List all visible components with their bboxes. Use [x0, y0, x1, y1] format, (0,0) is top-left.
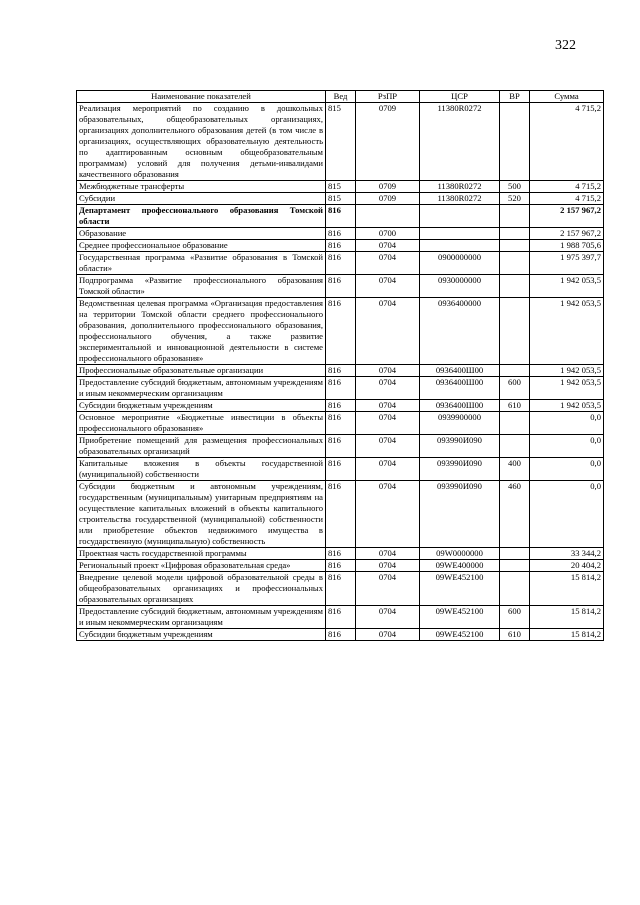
cell-vr: [500, 560, 530, 572]
cell-ved: 816: [326, 572, 356, 606]
cell-sum: 1 942 053,5: [530, 377, 604, 400]
cell-rzpr: 0709: [356, 193, 420, 205]
cell-vr: 500: [500, 181, 530, 193]
cell-rzpr: 0704: [356, 377, 420, 400]
table-row: [77, 481, 604, 548]
page-number: 322: [555, 38, 576, 53]
budget-table: [76, 90, 604, 641]
cell-ved: 816: [326, 275, 356, 298]
cell-vr: [500, 548, 530, 560]
cell-csr: 093990И090: [420, 435, 500, 458]
cell-name: Ведомственная целевая программа «Организация предоставления на территории Томской области среднего профессионального образования, дополнительного профессионального образования, профессионального обучения, а также развитие экспериментальной и инновационной деятельности в системе профессионального образования»: [77, 298, 326, 365]
cell-rzpr: [356, 205, 420, 228]
cell-name: Субсидии бюджетным учреждениям: [77, 400, 326, 412]
cell-sum: 2 157 967,2: [530, 205, 604, 228]
cell-sum: 1 975 397,7: [530, 252, 604, 275]
table-row: [77, 560, 604, 572]
cell-sum: 4 715,2: [530, 181, 604, 193]
cell-ved: 815: [326, 103, 356, 181]
cell-ved: 815: [326, 193, 356, 205]
cell-vr: 460: [500, 481, 530, 548]
table-row: [77, 103, 604, 181]
cell-csr: 09WE452100: [420, 606, 500, 629]
cell-vr: [500, 298, 530, 365]
cell-csr: 09W0000000: [420, 548, 500, 560]
cell-name: Приобретение помещений для размещения профессиональных образовательных организаций: [77, 435, 326, 458]
cell-sum: 4 715,2: [530, 193, 604, 205]
cell-sum: 1 942 053,5: [530, 298, 604, 365]
cell-ved: 816: [326, 240, 356, 252]
header-name: Наименование показателей: [77, 91, 326, 103]
cell-vr: 600: [500, 606, 530, 629]
cell-vr: 610: [500, 629, 530, 641]
cell-csr: 11380R0272: [420, 193, 500, 205]
cell-name: Проектная часть государственной программы: [77, 548, 326, 560]
cell-csr: 11380R0272: [420, 181, 500, 193]
cell-ved: 815: [326, 181, 356, 193]
cell-vr: [500, 240, 530, 252]
table-row: [77, 629, 604, 641]
cell-ved: 816: [326, 298, 356, 365]
header-sum: Сумма: [530, 91, 604, 103]
cell-csr: 0936400Ш00: [420, 400, 500, 412]
cell-sum: 15 814,2: [530, 572, 604, 606]
cell-csr: [420, 228, 500, 240]
cell-rzpr: 0704: [356, 252, 420, 275]
cell-ved: 816: [326, 606, 356, 629]
cell-ved: 816: [326, 481, 356, 548]
header-rzpr: РзПР: [356, 91, 420, 103]
cell-csr: [420, 240, 500, 252]
table-row: [77, 252, 604, 275]
cell-rzpr: 0704: [356, 400, 420, 412]
cell-sum: 0,0: [530, 435, 604, 458]
cell-name: Реализация мероприятий по созданию в дошкольных образовательных, общеобразовательных организациях, организациях дополнительного образования детей (в том числе в организациях, осуществляющих образовательную деятельность по адаптированным основным общеобразовательным программам) условий для получения детьми-инвалидами качественного образования: [77, 103, 326, 181]
cell-ved: 816: [326, 629, 356, 641]
cell-sum: 15 814,2: [530, 629, 604, 641]
cell-vr: [500, 275, 530, 298]
cell-name: Предоставление субсидий бюджетным, автономным учреждениям и иным некоммерческим организациям: [77, 606, 326, 629]
cell-ved: 816: [326, 435, 356, 458]
table-row: [77, 435, 604, 458]
table-row: [77, 205, 604, 228]
cell-name: Образование: [77, 228, 326, 240]
table-row: [77, 240, 604, 252]
cell-name: Подпрограмма «Развитие профессионального образования Томской области»: [77, 275, 326, 298]
cell-vr: 610: [500, 400, 530, 412]
cell-sum: 1 942 053,5: [530, 400, 604, 412]
cell-name: Региональный проект «Цифровая образовательная среда»: [77, 560, 326, 572]
cell-name: Субсидии: [77, 193, 326, 205]
cell-csr: 09WE400000: [420, 560, 500, 572]
cell-vr: 400: [500, 458, 530, 481]
cell-csr: 0936400Ш00: [420, 377, 500, 400]
cell-csr: 0939900000: [420, 412, 500, 435]
table-row: [77, 412, 604, 435]
table-row: [77, 377, 604, 400]
table-row: [77, 548, 604, 560]
cell-rzpr: 0704: [356, 240, 420, 252]
cell-csr: 0900000000: [420, 252, 500, 275]
cell-csr: 0936400000: [420, 298, 500, 365]
table-header-row: [77, 91, 604, 103]
cell-ved: 816: [326, 228, 356, 240]
cell-rzpr: 0700: [356, 228, 420, 240]
cell-sum: 2 157 967,2: [530, 228, 604, 240]
cell-csr: [420, 205, 500, 228]
cell-rzpr: 0704: [356, 548, 420, 560]
header-csr: ЦСР: [420, 91, 500, 103]
cell-ved: 816: [326, 458, 356, 481]
cell-ved: 816: [326, 377, 356, 400]
cell-ved: 816: [326, 412, 356, 435]
cell-rzpr: 0709: [356, 103, 420, 181]
cell-ved: 816: [326, 365, 356, 377]
cell-sum: 0,0: [530, 458, 604, 481]
cell-ved: 816: [326, 252, 356, 275]
cell-rzpr: 0704: [356, 629, 420, 641]
cell-rzpr: 0704: [356, 275, 420, 298]
cell-vr: [500, 205, 530, 228]
table-row: [77, 181, 604, 193]
table-row: [77, 400, 604, 412]
cell-sum: 0,0: [530, 412, 604, 435]
table-row: [77, 606, 604, 629]
cell-name: Департамент профессионального образования Томской области: [77, 205, 326, 228]
cell-vr: [500, 435, 530, 458]
cell-vr: [500, 103, 530, 181]
cell-vr: [500, 228, 530, 240]
table-row: [77, 193, 604, 205]
cell-vr: 520: [500, 193, 530, 205]
cell-name: Межбюджетные трансферты: [77, 181, 326, 193]
cell-rzpr: 0704: [356, 481, 420, 548]
cell-sum: 20 404,2: [530, 560, 604, 572]
cell-name: Капитальные вложения в объекты государственной (муниципальной) собственности: [77, 458, 326, 481]
cell-sum: 33 344,2: [530, 548, 604, 560]
cell-rzpr: 0709: [356, 181, 420, 193]
cell-ved: 816: [326, 548, 356, 560]
table-row: [77, 365, 604, 377]
table-row: [77, 298, 604, 365]
cell-rzpr: 0704: [356, 606, 420, 629]
cell-name: Среднее профессиональное образование: [77, 240, 326, 252]
cell-vr: [500, 572, 530, 606]
cell-ved: 816: [326, 205, 356, 228]
cell-name: Субсидии бюджетным учреждениям: [77, 629, 326, 641]
cell-name: Основное мероприятие «Бюджетные инвестиции в объекты профессионального образования»: [77, 412, 326, 435]
cell-sum: 1 942 053,5: [530, 275, 604, 298]
cell-csr: 0936400Ш00: [420, 365, 500, 377]
table-row: [77, 458, 604, 481]
cell-name: Внедрение целевой модели цифровой образовательной среды в общеобразовательных организациях и профессиональных образовательных организациях: [77, 572, 326, 606]
cell-csr: 09WE452100: [420, 572, 500, 606]
cell-vr: [500, 252, 530, 275]
cell-name: Профессиональные образовательные организации: [77, 365, 326, 377]
cell-rzpr: 0704: [356, 572, 420, 606]
cell-csr: 09WE452100: [420, 629, 500, 641]
cell-rzpr: 0704: [356, 435, 420, 458]
cell-rzpr: 0704: [356, 365, 420, 377]
cell-sum: 15 814,2: [530, 606, 604, 629]
cell-csr: 0930000000: [420, 275, 500, 298]
cell-ved: 816: [326, 400, 356, 412]
cell-name: Предоставление субсидий бюджетным, автономным учреждениям и иным некоммерческим организациям: [77, 377, 326, 400]
cell-rzpr: 0704: [356, 458, 420, 481]
cell-name: Субсидии бюджетным и автономным учреждениям, государственным (муниципальным) унитарным предприятиям на осуществление капитальных вложений в объекты капитального строительства государственной (муниципальной) собственности или приобретение объектов недвижимого имущества в государственную (муниципальную) собственность: [77, 481, 326, 548]
cell-rzpr: 0704: [356, 412, 420, 435]
cell-sum: 1 988 705,6: [530, 240, 604, 252]
cell-vr: [500, 365, 530, 377]
cell-vr: [500, 412, 530, 435]
header-vr: ВР: [500, 91, 530, 103]
cell-sum: 1 942 053,5: [530, 365, 604, 377]
cell-vr: 600: [500, 377, 530, 400]
cell-ved: 816: [326, 560, 356, 572]
cell-sum: 0,0: [530, 481, 604, 548]
cell-name: Государственная программа «Развитие образования в Томской области»: [77, 252, 326, 275]
cell-sum: 4 715,2: [530, 103, 604, 181]
table-row: [77, 275, 604, 298]
header-ved: Вед: [326, 91, 356, 103]
table-row: [77, 572, 604, 606]
cell-rzpr: 0704: [356, 298, 420, 365]
cell-csr: 093990И090: [420, 458, 500, 481]
cell-csr: 11380R0272: [420, 103, 500, 181]
table-row: [77, 228, 604, 240]
cell-csr: 093990И090: [420, 481, 500, 548]
cell-rzpr: 0704: [356, 560, 420, 572]
